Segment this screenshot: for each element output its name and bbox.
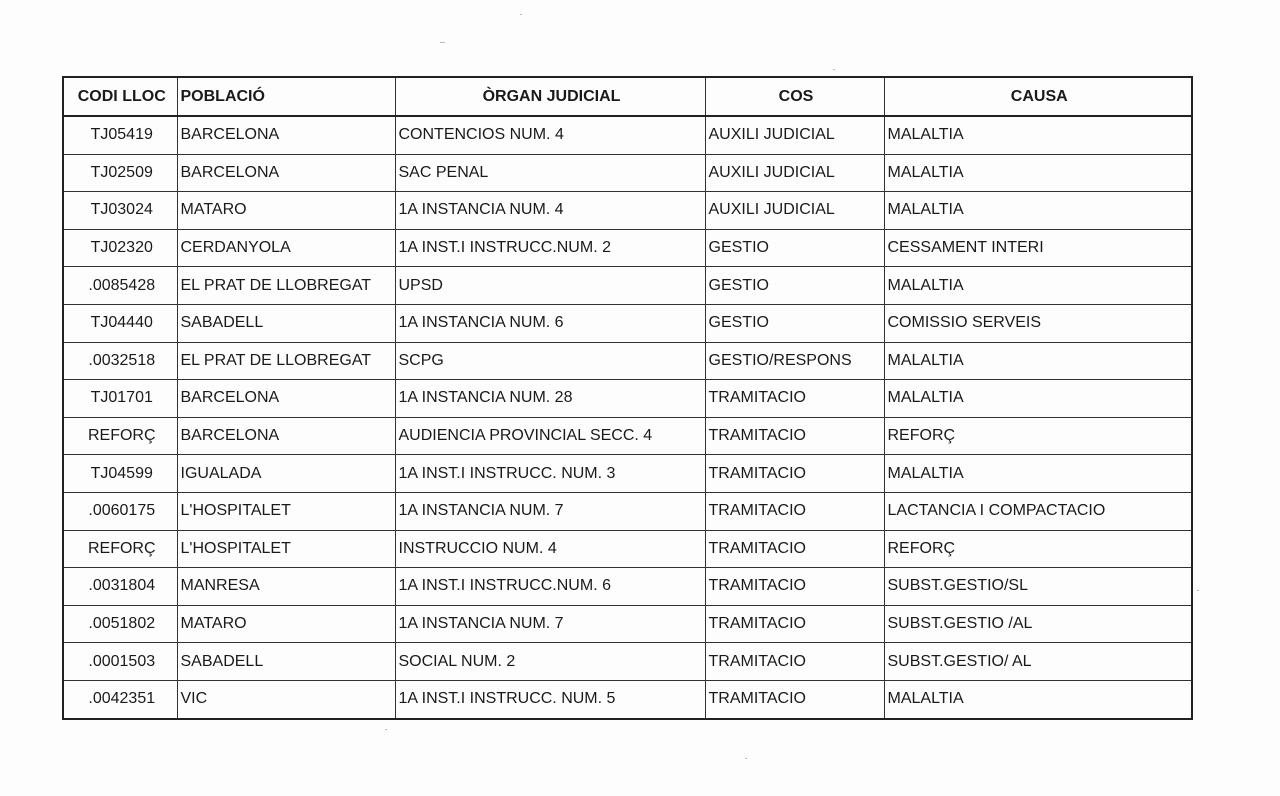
cell-cos: TRAMITACIO [705, 492, 884, 530]
cell-codi-lloc: .0031804 [63, 568, 177, 606]
cell-cos: AUXILI JUDICIAL [705, 192, 884, 230]
scan-speck [745, 758, 747, 759]
cell-cos: AUXILI JUDICIAL [705, 116, 884, 154]
cell-organ-judicial: UPSD [395, 267, 705, 305]
cell-poblacio: CERDANYOLA [177, 229, 395, 267]
cell-poblacio: L'HOSPITALET [177, 492, 395, 530]
cell-organ-judicial: 1A INST.I INSTRUCC.NUM. 2 [395, 229, 705, 267]
cell-cos: AUXILI JUDICIAL [705, 154, 884, 192]
cell-codi-lloc: TJ01701 [63, 380, 177, 418]
cell-codi-lloc: TJ04440 [63, 304, 177, 342]
table-row [63, 116, 1192, 154]
header-causa: CAUSA [884, 77, 1192, 116]
cell-causa: COMISSIO SERVEIS [884, 304, 1192, 342]
table-row [63, 605, 1192, 643]
scan-speck [833, 69, 835, 70]
table-row [63, 417, 1192, 455]
cell-cos: TRAMITACIO [705, 643, 884, 681]
cell-poblacio: VIC [177, 680, 395, 718]
cell-organ-judicial: CONTENCIOS NUM. 4 [395, 116, 705, 154]
scan-speck [520, 14, 522, 15]
cell-poblacio: BARCELONA [177, 116, 395, 154]
cell-organ-judicial: 1A INST.I INSTRUCC. NUM. 3 [395, 455, 705, 493]
cell-causa: REFORÇ [884, 417, 1192, 455]
header-codi-lloc: CODI LLOC [63, 77, 177, 116]
cell-codi-lloc: REFORÇ [63, 417, 177, 455]
cell-codi-lloc: TJ04599 [63, 455, 177, 493]
cell-codi-lloc: TJ02320 [63, 229, 177, 267]
cell-organ-judicial: 1A INSTANCIA NUM. 28 [395, 380, 705, 418]
cell-poblacio: EL PRAT DE LLOBREGAT [177, 342, 395, 380]
table-row [63, 304, 1192, 342]
cell-organ-judicial: INSTRUCCIO NUM. 4 [395, 530, 705, 568]
cell-causa: MALALTIA [884, 267, 1192, 305]
header-organ-judicial: ÒRGAN JUDICIAL [395, 77, 705, 116]
cell-organ-judicial: 1A INSTANCIA NUM. 7 [395, 492, 705, 530]
cell-cos: GESTIO [705, 267, 884, 305]
cell-poblacio: IGUALADA [177, 455, 395, 493]
cell-causa: SUBST.GESTIO /AL [884, 605, 1192, 643]
cell-codi-lloc: .0032518 [63, 342, 177, 380]
cell-poblacio: BARCELONA [177, 417, 395, 455]
cell-causa: MALALTIA [884, 680, 1192, 718]
cell-causa: MALALTIA [884, 154, 1192, 192]
header-cos: COS [705, 77, 884, 116]
table-row [63, 380, 1192, 418]
cell-causa: LACTANCIA I COMPACTACIO [884, 492, 1192, 530]
cell-cos: GESTIO [705, 304, 884, 342]
cell-organ-judicial: 1A INST.I INSTRUCC. NUM. 5 [395, 680, 705, 718]
cell-poblacio: SABADELL [177, 304, 395, 342]
cell-causa: SUBST.GESTIO/ AL [884, 643, 1192, 681]
cell-organ-judicial: 1A INSTANCIA NUM. 7 [395, 605, 705, 643]
cell-organ-judicial: SAC PENAL [395, 154, 705, 192]
cell-codi-lloc: TJ05419 [63, 116, 177, 154]
table-row [63, 192, 1192, 230]
cell-causa: MALALTIA [884, 116, 1192, 154]
scan-speck [1197, 590, 1199, 591]
cell-poblacio: SABADELL [177, 643, 395, 681]
cell-codi-lloc: TJ02509 [63, 154, 177, 192]
cell-causa: SUBST.GESTIO/SL [884, 568, 1192, 606]
cell-poblacio: BARCELONA [177, 380, 395, 418]
cell-codi-lloc: TJ03024 [63, 192, 177, 230]
cell-codi-lloc: .0085428 [63, 267, 177, 305]
table-row [63, 492, 1192, 530]
cell-cos: TRAMITACIO [705, 417, 884, 455]
cell-organ-judicial: 1A INST.I INSTRUCC.NUM. 6 [395, 568, 705, 606]
cell-poblacio: L'HOSPITALET [177, 530, 395, 568]
cell-cos: TRAMITACIO [705, 680, 884, 718]
scan-speck [385, 729, 387, 730]
table-row [63, 530, 1192, 568]
cell-poblacio: MATARO [177, 192, 395, 230]
cell-organ-judicial: 1A INSTANCIA NUM. 4 [395, 192, 705, 230]
cell-cos: TRAMITACIO [705, 455, 884, 493]
cell-cos: GESTIO/RESPONS [705, 342, 884, 380]
cell-causa: MALALTIA [884, 380, 1192, 418]
cell-cos: GESTIO [705, 229, 884, 267]
header-poblacio: POBLACIÓ [177, 77, 395, 116]
cell-cos: TRAMITACIO [705, 568, 884, 606]
cell-organ-judicial: SOCIAL NUM. 2 [395, 643, 705, 681]
table-row [63, 267, 1192, 305]
cell-codi-lloc: .0042351 [63, 680, 177, 718]
cell-cos: TRAMITACIO [705, 380, 884, 418]
cell-codi-lloc: .0051802 [63, 605, 177, 643]
cell-organ-judicial: SCPG [395, 342, 705, 380]
cell-codi-lloc: .0001503 [63, 643, 177, 681]
table-row [63, 680, 1192, 718]
table-header-row [63, 77, 1192, 116]
cell-poblacio: BARCELONA [177, 154, 395, 192]
cell-organ-judicial: 1A INSTANCIA NUM. 6 [395, 304, 705, 342]
cell-organ-judicial: AUDIENCIA PROVINCIAL SECC. 4 [395, 417, 705, 455]
cell-causa: MALALTIA [884, 455, 1192, 493]
table-row [63, 568, 1192, 606]
table-row [63, 455, 1192, 493]
staff-absence-table [62, 76, 1193, 720]
cell-cos: TRAMITACIO [705, 530, 884, 568]
table-row [63, 342, 1192, 380]
cell-poblacio: MATARO [177, 605, 395, 643]
cell-poblacio: EL PRAT DE LLOBREGAT [177, 267, 395, 305]
cell-codi-lloc: REFORÇ [63, 530, 177, 568]
cell-cos: TRAMITACIO [705, 605, 884, 643]
table-row [63, 229, 1192, 267]
cell-causa: MALALTIA [884, 192, 1192, 230]
cell-causa: MALALTIA [884, 342, 1192, 380]
cell-causa: CESSAMENT INTERI [884, 229, 1192, 267]
table-row [63, 643, 1192, 681]
cell-causa: REFORÇ [884, 530, 1192, 568]
table-row [63, 154, 1192, 192]
scan-speck [440, 42, 445, 43]
cell-codi-lloc: .0060175 [63, 492, 177, 530]
cell-poblacio: MANRESA [177, 568, 395, 606]
